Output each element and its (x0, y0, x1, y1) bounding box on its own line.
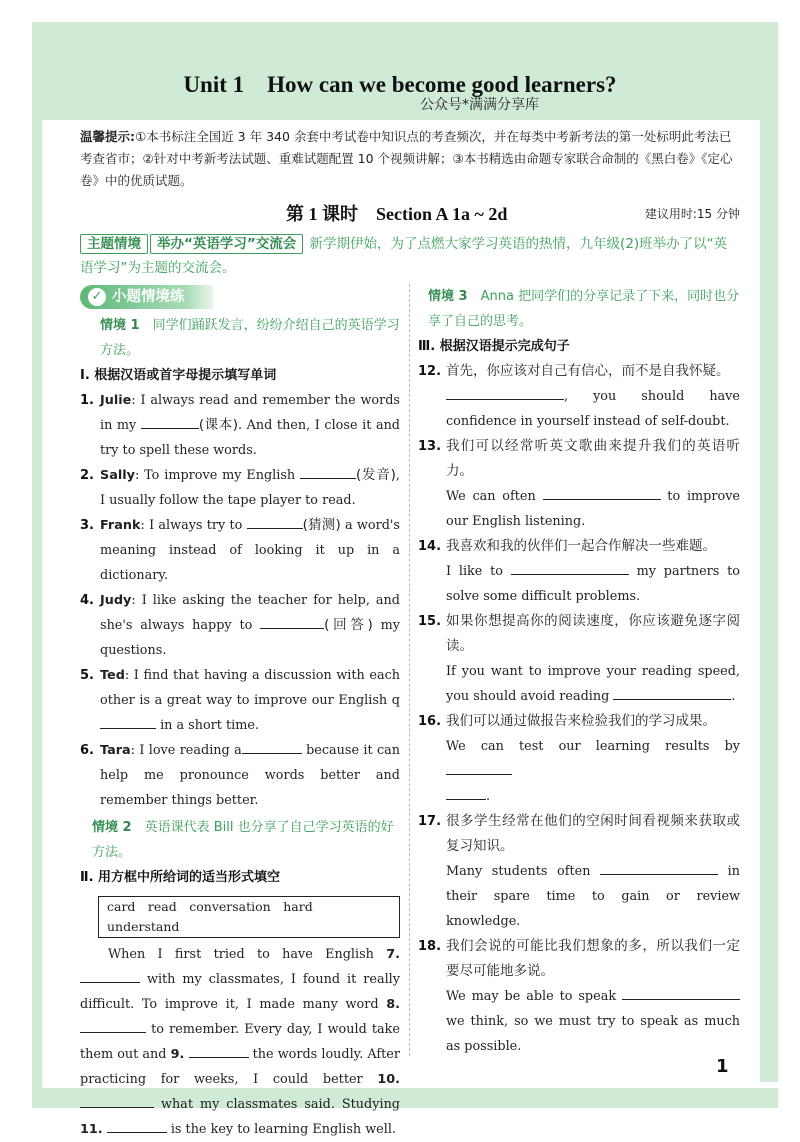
section-3-title: Ⅲ. 根据汉语提示完成句子 (418, 339, 570, 354)
chinese-prompt: 如果你想提高你的阅读速度，你应该避免逐字阅读。 (446, 613, 740, 654)
first-letter: a (234, 743, 242, 758)
speaker-name: Julie (100, 393, 132, 408)
passage-text: what my classmates said. Studying (154, 1097, 400, 1112)
blank-number: 8. (386, 997, 400, 1012)
theme-text: 新学期伊始，为了点燃大家学习英语的热情，九年级(2)班举办了以“英语学习”为主题的交流会。 (80, 236, 728, 276)
scene-text: 同学们踊跃发言，纷纷介绍自己的英语学习方法。 (100, 318, 400, 358)
question-text: to improve our English listening. (446, 489, 740, 529)
question-text: , you should have confidence in yourself instead of self-doubt. (446, 389, 740, 429)
answer-blank[interactable] (260, 614, 324, 629)
hint: (回答) (324, 617, 373, 633)
question-16 (418, 709, 740, 809)
answer-blank[interactable] (141, 414, 199, 429)
question-text: my questions. (100, 618, 400, 658)
chinese-prompt: 很多学生经常在他们的空闲时间看视频来获取或复习知识。 (446, 813, 740, 854)
answer-blank[interactable] (80, 1093, 154, 1108)
question-text: , I usually follow the tape player to read. (100, 468, 400, 508)
question-number: 1. (80, 393, 94, 408)
page-number: 1 (716, 1056, 729, 1077)
left-border (32, 22, 42, 1102)
question-18 (418, 934, 740, 1059)
answer-blank[interactable] (189, 1043, 249, 1058)
chinese-prompt: 我喜欢和我的伙伴们一起合作解决一些难题。 (446, 538, 716, 554)
speaker-name: Judy (100, 593, 132, 608)
word-box: card read conversation hard understand (98, 896, 400, 938)
speaker-name: Tara (100, 743, 131, 758)
question-text: we think, so we must try to speak as much as possible. (446, 1014, 740, 1054)
speaker-name: Frank (100, 518, 141, 533)
chinese-prompt: 我们可以经常听英文歌曲来提升我们的英语听力。 (446, 438, 740, 479)
question-text: : I like asking the teacher for help, and she's always happy to (100, 593, 400, 633)
answer-blank[interactable] (543, 485, 661, 500)
unit-title: Unit 1 How can we become good learners? (183, 72, 617, 97)
speaker-name: Sally (100, 468, 135, 483)
scene-label: 情境 1 (100, 318, 140, 333)
question-text: We can often (446, 489, 543, 504)
question-number: 16. (418, 714, 442, 729)
scene-2 (80, 815, 400, 865)
blank-number: 11. (80, 1122, 103, 1137)
theme-context (80, 232, 740, 280)
answer-blank[interactable] (300, 464, 356, 479)
answer-blank[interactable] (446, 785, 486, 800)
hint: (课本) (198, 417, 238, 433)
scene-1 (80, 313, 400, 363)
question-number: 6. (80, 743, 94, 758)
tips-block (80, 126, 740, 192)
answer-blank[interactable] (446, 385, 564, 400)
question-1 (80, 388, 400, 463)
practice-banner (80, 285, 213, 309)
question-number: 2. (80, 468, 94, 483)
question-number: 3. (80, 518, 94, 533)
answer-blank[interactable] (107, 1118, 167, 1133)
tips-text: ①本书标注全国近 3 年 340 余套中考试卷中知识点的考查频次，并在每类中考新考法的第一处标明此考法已考查省市；②针对中考新考法试题、重难试题配置 10 个视频讲解；③本书精选由命题专家联合命制的《黑白卷》《定心卷》中的优质试题。 (80, 129, 733, 188)
theme-tag: 主题情境 (80, 234, 148, 254)
passage-text: is the key to learning English well. (166, 1122, 396, 1137)
passage (80, 942, 400, 1142)
question-number: 4. (80, 593, 94, 608)
question-15 (418, 609, 740, 709)
question-number: 12. (418, 364, 442, 379)
question-text: I like to (446, 564, 511, 579)
scene-text: Anna 把同学们的分享记录了下来，同时也分享了自己的思考。 (428, 289, 740, 329)
chinese-prompt: 首先，你应该对自己有信心，而不是自我怀疑。 (446, 363, 730, 379)
question-text: because it can help me pronounce words better and remember things better. (100, 743, 401, 808)
first-letter: q (391, 693, 400, 708)
scene-label: 情境 2 (92, 820, 132, 835)
question-text: a word's meaning instead of looking it up in a dictionary. (100, 518, 400, 583)
column-divider (409, 284, 411, 1056)
theme-topic-tag: 举办“英语学习”交流会 (150, 234, 303, 254)
question-text: . (731, 689, 736, 704)
passage-text: with my classmates, I found it really difficult. To improve it, I made many word (80, 972, 400, 1012)
practice-banner-label: 小题情境练 (112, 288, 185, 305)
answer-blank[interactable] (100, 714, 156, 729)
answer-blank[interactable] (622, 985, 740, 1000)
question-14 (418, 534, 740, 609)
lesson-title: 第 1 课时 Section A 1a ~ 2d (286, 204, 508, 224)
right-border (760, 22, 778, 1082)
question-number: 5. (80, 668, 94, 683)
question-number: 18. (418, 939, 442, 954)
question-text: : To improve my English (134, 468, 300, 483)
question-number: 13. (418, 439, 442, 454)
question-text: my partners to solve some difficult problems. (446, 564, 740, 604)
question-6 (80, 738, 400, 813)
answer-blank[interactable] (242, 739, 302, 754)
answer-blank[interactable] (600, 860, 718, 875)
question-text: We may be able to speak (446, 989, 622, 1004)
question-number: 15. (418, 614, 442, 629)
answer-blank[interactable] (247, 514, 303, 529)
question-text: . (486, 789, 491, 804)
question-text: in a short time. (156, 718, 260, 733)
tips-label: 温馨提示: (80, 129, 135, 144)
question-text: . And then, I close it and try to spell these words. (100, 418, 401, 458)
question-2 (80, 463, 400, 513)
blank-number: 9. (170, 1047, 185, 1062)
passage-text: When I first tried to have English (108, 947, 387, 962)
question-text: Many students often (446, 864, 601, 879)
question-number: 14. (418, 539, 442, 554)
blank-number: 7. (386, 947, 400, 962)
right-column (418, 284, 740, 1059)
scene-3 (418, 284, 740, 334)
question-text: : I find that having a discussion with each other is a great way to improve our English (100, 668, 400, 708)
left-column (80, 284, 400, 1142)
check-icon: ✓ (88, 288, 106, 306)
answer-blank[interactable] (511, 560, 629, 575)
question-13 (418, 434, 740, 534)
section-1-title: Ⅰ. 根据汉语或首字母提示填写单词 (80, 368, 277, 383)
passage-text: the words loudly. After practicing for weeks, I could better (80, 1047, 400, 1087)
question-text: in their spare time to gain or review knowledge. (446, 864, 740, 929)
suggested-time: 建议用时:15 分钟 (644, 207, 740, 221)
answer-blank[interactable] (446, 760, 512, 775)
speaker-name: Ted (100, 668, 125, 683)
question-5 (80, 663, 400, 738)
lesson-header (80, 200, 740, 226)
question-text: We can test our learning results by (446, 739, 740, 754)
question-4 (80, 588, 400, 663)
scene-text: 英语课代表 Bill 也分享了自己学习英语的好方法。 (92, 820, 394, 860)
answer-blank[interactable] (80, 1018, 146, 1033)
section-2-title: Ⅱ. 用方框中所给词的适当形式填空 (80, 870, 281, 885)
question-12 (418, 359, 740, 434)
hint: (发音) (356, 467, 396, 483)
hint: (猜测) (302, 517, 341, 533)
answer-blank[interactable] (80, 968, 140, 983)
question-text: If you want to improve your reading speed, you should avoid reading (446, 664, 740, 704)
question-text: : I love reading (130, 743, 235, 758)
chinese-prompt: 我们可以通过做报告来检验我们的学习成果。 (446, 713, 716, 729)
passage-text: to remember. Every day, I would take them out and (80, 1022, 400, 1062)
question-text: : I always read and remember the words in my (100, 393, 400, 433)
question-number: 17. (418, 814, 442, 829)
answer-blank[interactable] (613, 685, 731, 700)
question-text: : I always try to (140, 518, 247, 533)
blank-number: 10. (377, 1072, 400, 1087)
question-3 (80, 513, 400, 588)
scene-label: 情境 3 (428, 289, 468, 304)
question-17 (418, 809, 740, 934)
chinese-prompt: 我们会说的可能比我们想象的多，所以我们一定要尽可能地多说。 (446, 938, 740, 979)
watermark: 公众号*满满分享库 (420, 97, 539, 113)
